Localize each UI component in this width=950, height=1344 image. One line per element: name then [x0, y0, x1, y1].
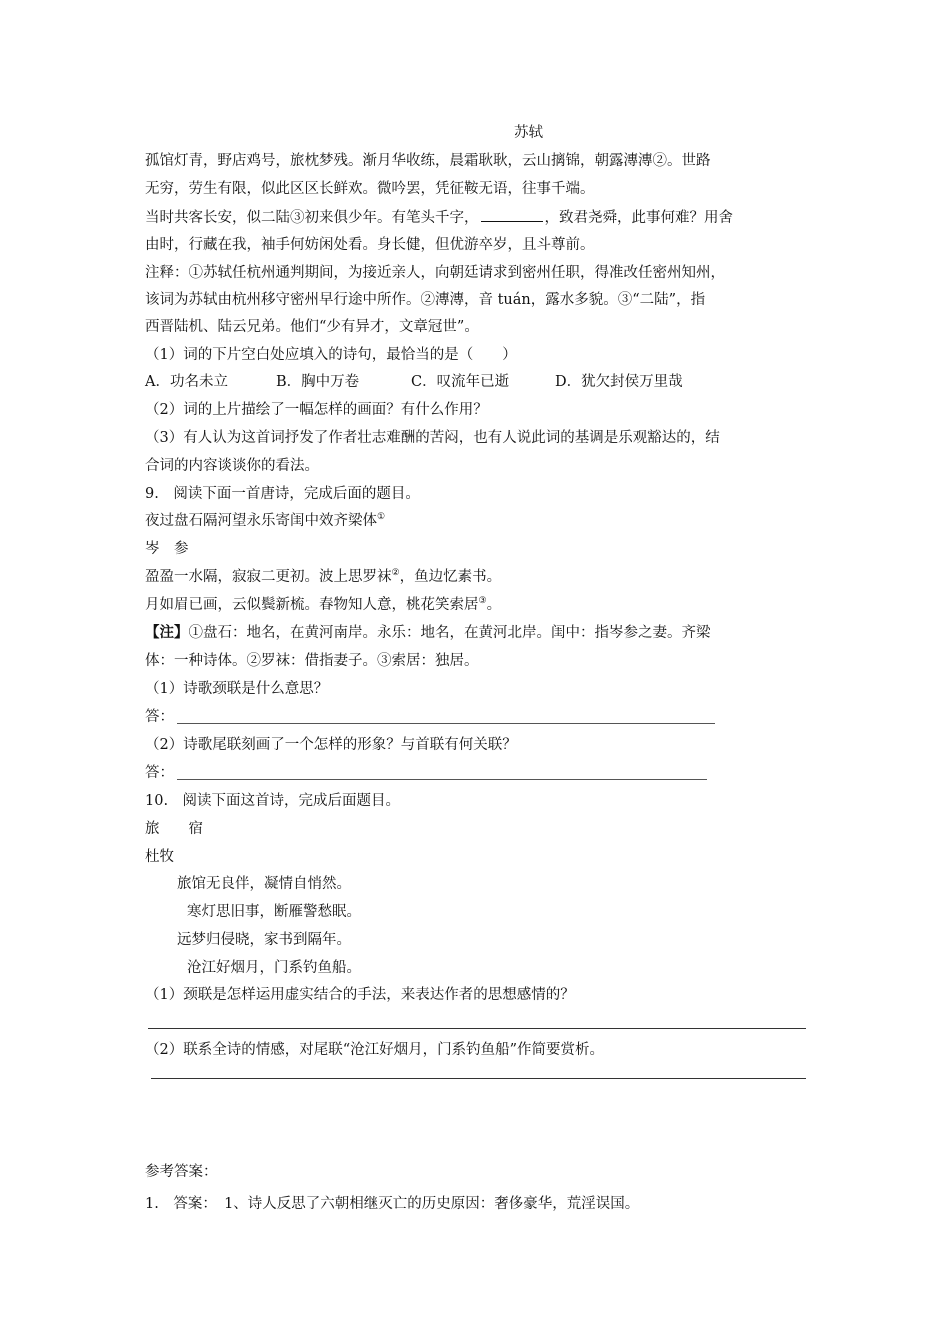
poem2-title-text: 夜过盘石隔河望永乐寄闺中效齐梁体 [145, 513, 377, 529]
question-9: 9. 阅读下面一首唐诗，完成后面的题目。 [145, 486, 420, 502]
answer-line-9-2[interactable] [177, 779, 707, 780]
question-10-2: （2）联系全诗的情感，对尾联“沧江好烟月，门系钓鱼船”作简要赏析。 [145, 1042, 605, 1058]
note2-line-1 [145, 623, 711, 643]
poem1-line-1: 孤馆灯青，野店鸡号，旅枕梦残。渐月华收练，晨霜耿耿，云山摛锦，朝露漙漙②。世路 [145, 153, 711, 169]
poem3-author: 杜牧 [145, 849, 174, 865]
poem1-line-4: 由时，行藏在我，袖手何妨闲处看。身长健，但优游卒岁，且斗尊前。 [145, 237, 595, 253]
poem2-line-2 [145, 595, 501, 615]
option-a: A．功名未立 [145, 374, 228, 390]
poem1-line-2: 无穷，劳生有限，似此区区长鲜欢。微吟罢，凭征鞍无语，往事千端。 [145, 181, 595, 197]
poem3-line-1: 旅馆无良伴，凝情自悄然。 [177, 876, 351, 892]
answer-label-9-2: 答： [145, 765, 174, 781]
note2-line-2: 体：一种诗体。②罗袜：借指妻子。③索居：独居。 [145, 653, 479, 669]
question-8-1: （1）词的下片空白处应填入的诗句，最恰当的是（ ） [145, 347, 517, 363]
poem2-line-1-footnote: ② [391, 568, 400, 579]
note1-line-1: 注释：①苏轼任杭州通判期间，为接近亲人，向朝廷请求到密州任职，得准改任密州知州， [145, 265, 725, 281]
question-10-1: （1）颈联是怎样运用虚实结合的手法，来表达作者的思想感情的？ [145, 987, 575, 1003]
poem2-line-2-footnote: ③ [478, 596, 487, 607]
question-10: 10. 阅读下面这首诗，完成后面题目。 [145, 793, 401, 809]
answer-line-10-1[interactable] [148, 1028, 806, 1029]
note2-tag: 【注】 [145, 624, 189, 641]
note1-line-3: 西晋陆机、陆云兄弟。他们“少有异才，文章冠世”。 [145, 319, 479, 335]
poem2-line-1-start: 盈盈一水隔，寂寂二更初。波上思罗袜 [145, 569, 392, 585]
answer-label-9-1: 答： [145, 709, 174, 725]
poem-author-top: 苏轼 [514, 125, 543, 141]
poem3-title: 旅 宿 [145, 821, 203, 837]
answer-line-9-1[interactable] [177, 723, 715, 724]
poem3-line-2: 寒灯思旧事，断雁警愁眠。 [187, 904, 361, 920]
reference-answer-1: 1. 答案： 1、诗人反思了六朝相继灭亡的历史原因：奢侈豪华，荒淫误国。 [145, 1196, 640, 1212]
fill-in-blank [481, 207, 543, 222]
reference-answers-title: 参考答案： [145, 1164, 218, 1180]
option-d: D．犹欠封侯万里哉 [555, 374, 683, 390]
poem3-line-4: 沧江好烟月，门系钓鱼船。 [187, 960, 361, 976]
poem1-line-3 [145, 207, 733, 228]
poem2-title [145, 511, 385, 531]
option-c: C．叹流年已逝 [411, 374, 510, 390]
question-9-1: （1）诗歌颈联是什么意思？ [145, 681, 329, 697]
option-b: B．胸中万卷 [276, 374, 360, 390]
question-8-3-line-1: （3）有人认为这首词抒发了作者壮志难酬的苦闷，也有人说此词的基调是乐观豁达的，结 [145, 430, 720, 446]
question-8-3-line-2: 合词的内容谈谈你的看法。 [145, 458, 319, 474]
poem2-author: 岑 参 [145, 541, 189, 557]
poem2-line-1 [145, 567, 501, 587]
poem1-line-3-end: ，致君尧舜，此事何难？用舍 [544, 210, 733, 226]
question-8-2: （2）词的上片描绘了一幅怎样的画面？有什么作用？ [145, 402, 488, 418]
note1-line-2: 该词为苏轼由杭州移守密州早行途中所作。②漙漙，音 tuán，露水多貌。③“二陆”，指 [145, 292, 706, 308]
poem1-line-3-start: 当时共客长安，似二陆③初来俱少年。有笔头千字， [145, 210, 479, 226]
poem2-title-footnote: ① [377, 512, 386, 523]
poem2-line-2-start: 月如眉已画，云似鬓新梳。春物知人意，桃花笑索居 [145, 597, 479, 613]
poem3-line-3: 远梦归侵晓，家书到隔年。 [177, 932, 351, 948]
note2-line-1-text: ①盘石：地名，在黄河南岸。永乐：地名，在黄河北岸。闺中：指岑参之妻。齐梁 [188, 625, 711, 641]
answer-line-10-2[interactable] [151, 1078, 806, 1079]
poem2-line-2-end: 。 [486, 597, 502, 613]
poem2-line-1-end: ，鱼边忆素书。 [399, 569, 502, 585]
question-9-2: （2）诗歌尾联刻画了一个怎样的形象？与首联有何关联？ [145, 737, 517, 753]
